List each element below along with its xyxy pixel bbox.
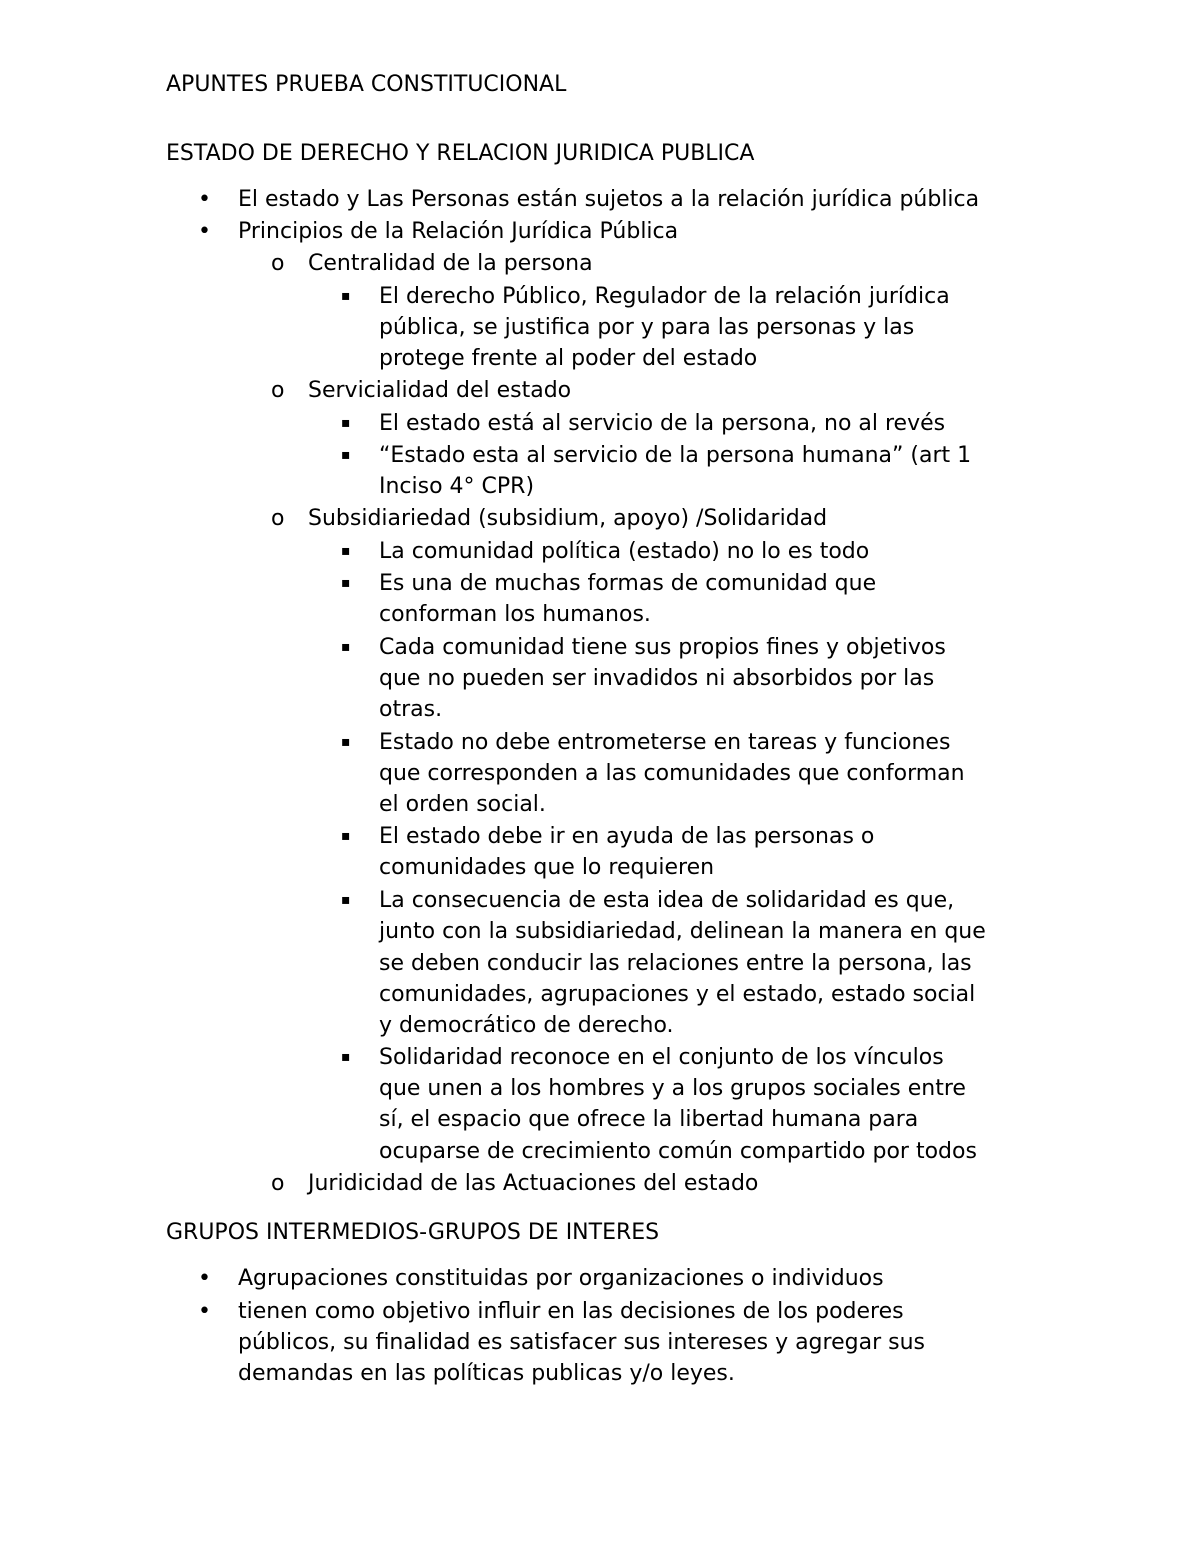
list-item: El estado y Las Personas están sujetos a la relación jurídica pública <box>238 187 980 212</box>
list-item: El estado está al servicio de la persona, no al revés <box>379 411 946 436</box>
list-item: Principios de la Relación Jurídica Pública <box>238 219 679 244</box>
list-item: Estado no debe entrometerse en tareas y funciones <box>379 730 951 755</box>
list-item-continuation: sí, el espacio que ofrece la libertad humana para <box>379 1107 919 1132</box>
list-item: “Estado esta al servicio de la persona humana” (art 1 <box>379 443 972 468</box>
list-item: El estado debe ir en ayuda de las personas o <box>379 824 875 849</box>
list-item-continuation: ocuparse de crecimiento común compartido por todos <box>379 1139 977 1164</box>
list-item: Subsidiariedad (subsidium, apoyo) /Solidaridad <box>308 506 828 531</box>
bullet-marker: ▪ <box>341 447 351 463</box>
list-item: Agrupaciones constituidas por organizaciones o individuos <box>238 1266 884 1291</box>
list-item-continuation: protege frente al poder del estado <box>379 346 758 371</box>
list-item: Centralidad de la persona <box>308 251 593 276</box>
list-item-continuation: se deben conducir las relaciones entre la persona, las <box>379 951 972 976</box>
bullet-marker: o <box>271 1171 285 1196</box>
list-item-continuation: y democrático de derecho. <box>379 1013 674 1038</box>
list-item: Cada comunidad tiene sus propios fines y objetivos <box>379 635 946 660</box>
bullet-marker: o <box>271 251 285 276</box>
list-item-continuation: demandas en las políticas publicas y/o leyes. <box>238 1361 735 1386</box>
bullet-marker: • <box>198 219 211 244</box>
list-item-continuation: el orden social. <box>379 792 546 817</box>
list-item: La consecuencia de esta idea de solidaridad es que, <box>379 888 955 913</box>
section-heading-grupos-intermedios: GRUPOS INTERMEDIOS-GRUPOS DE INTERES <box>166 1220 660 1245</box>
bullet-marker: ▪ <box>341 828 351 844</box>
bullet-marker: ▪ <box>341 543 351 559</box>
bullet-marker: • <box>198 1299 211 1324</box>
list-item-continuation: que no pueden ser invadidos ni absorbidos por las <box>379 666 935 691</box>
list-item-continuation: pública, se justifica por y para las personas y las <box>379 315 915 340</box>
bullet-marker: o <box>271 378 285 403</box>
bullet-marker: ▪ <box>341 1049 351 1065</box>
bullet-marker: • <box>198 187 211 212</box>
bullet-marker: • <box>198 1266 211 1291</box>
list-item: El derecho Público, Regulador de la relación jurídica <box>379 284 950 309</box>
list-item: tienen como objetivo influir en las decisiones de los poderes <box>238 1299 904 1324</box>
list-item-continuation: comunidades, agrupaciones y el estado, estado social <box>379 982 976 1007</box>
list-item: La comunidad política (estado) no lo es todo <box>379 539 870 564</box>
bullet-marker: ▪ <box>341 288 351 304</box>
bullet-marker: o <box>271 506 285 531</box>
list-item-continuation: que corresponden a las comunidades que conforman <box>379 761 965 786</box>
bullet-marker: ▪ <box>341 575 351 591</box>
section-heading-estado-derecho: ESTADO DE DERECHO Y RELACION JURIDICA PUBLICA <box>166 141 755 166</box>
list-item: Juridicidad de las Actuaciones del estado <box>308 1171 759 1196</box>
document-title: APUNTES PRUEBA CONSTITUCIONAL <box>166 72 567 97</box>
bullet-marker: ▪ <box>341 415 351 431</box>
list-item-continuation: comunidades que lo requieren <box>379 855 715 880</box>
list-item: Es una de muchas formas de comunidad que <box>379 571 877 596</box>
bullet-marker: ▪ <box>341 639 351 655</box>
list-item-continuation: conforman los humanos. <box>379 602 651 627</box>
list-item-continuation: que unen a los hombres y a los grupos sociales entre <box>379 1076 966 1101</box>
bullet-marker: ▪ <box>341 734 351 750</box>
list-item-continuation: otras. <box>379 697 443 722</box>
list-item-continuation: públicos, su finalidad es satisfacer sus intereses y agregar sus <box>238 1330 925 1355</box>
list-item: Servicialidad del estado <box>308 378 572 403</box>
list-item: Solidaridad reconoce en el conjunto de los vínculos <box>379 1045 944 1070</box>
list-item-continuation: junto con la subsidiariedad, delinean la manera en que <box>379 919 986 944</box>
bullet-marker: ▪ <box>341 892 351 908</box>
list-item-continuation: Inciso 4° CPR) <box>379 474 535 499</box>
